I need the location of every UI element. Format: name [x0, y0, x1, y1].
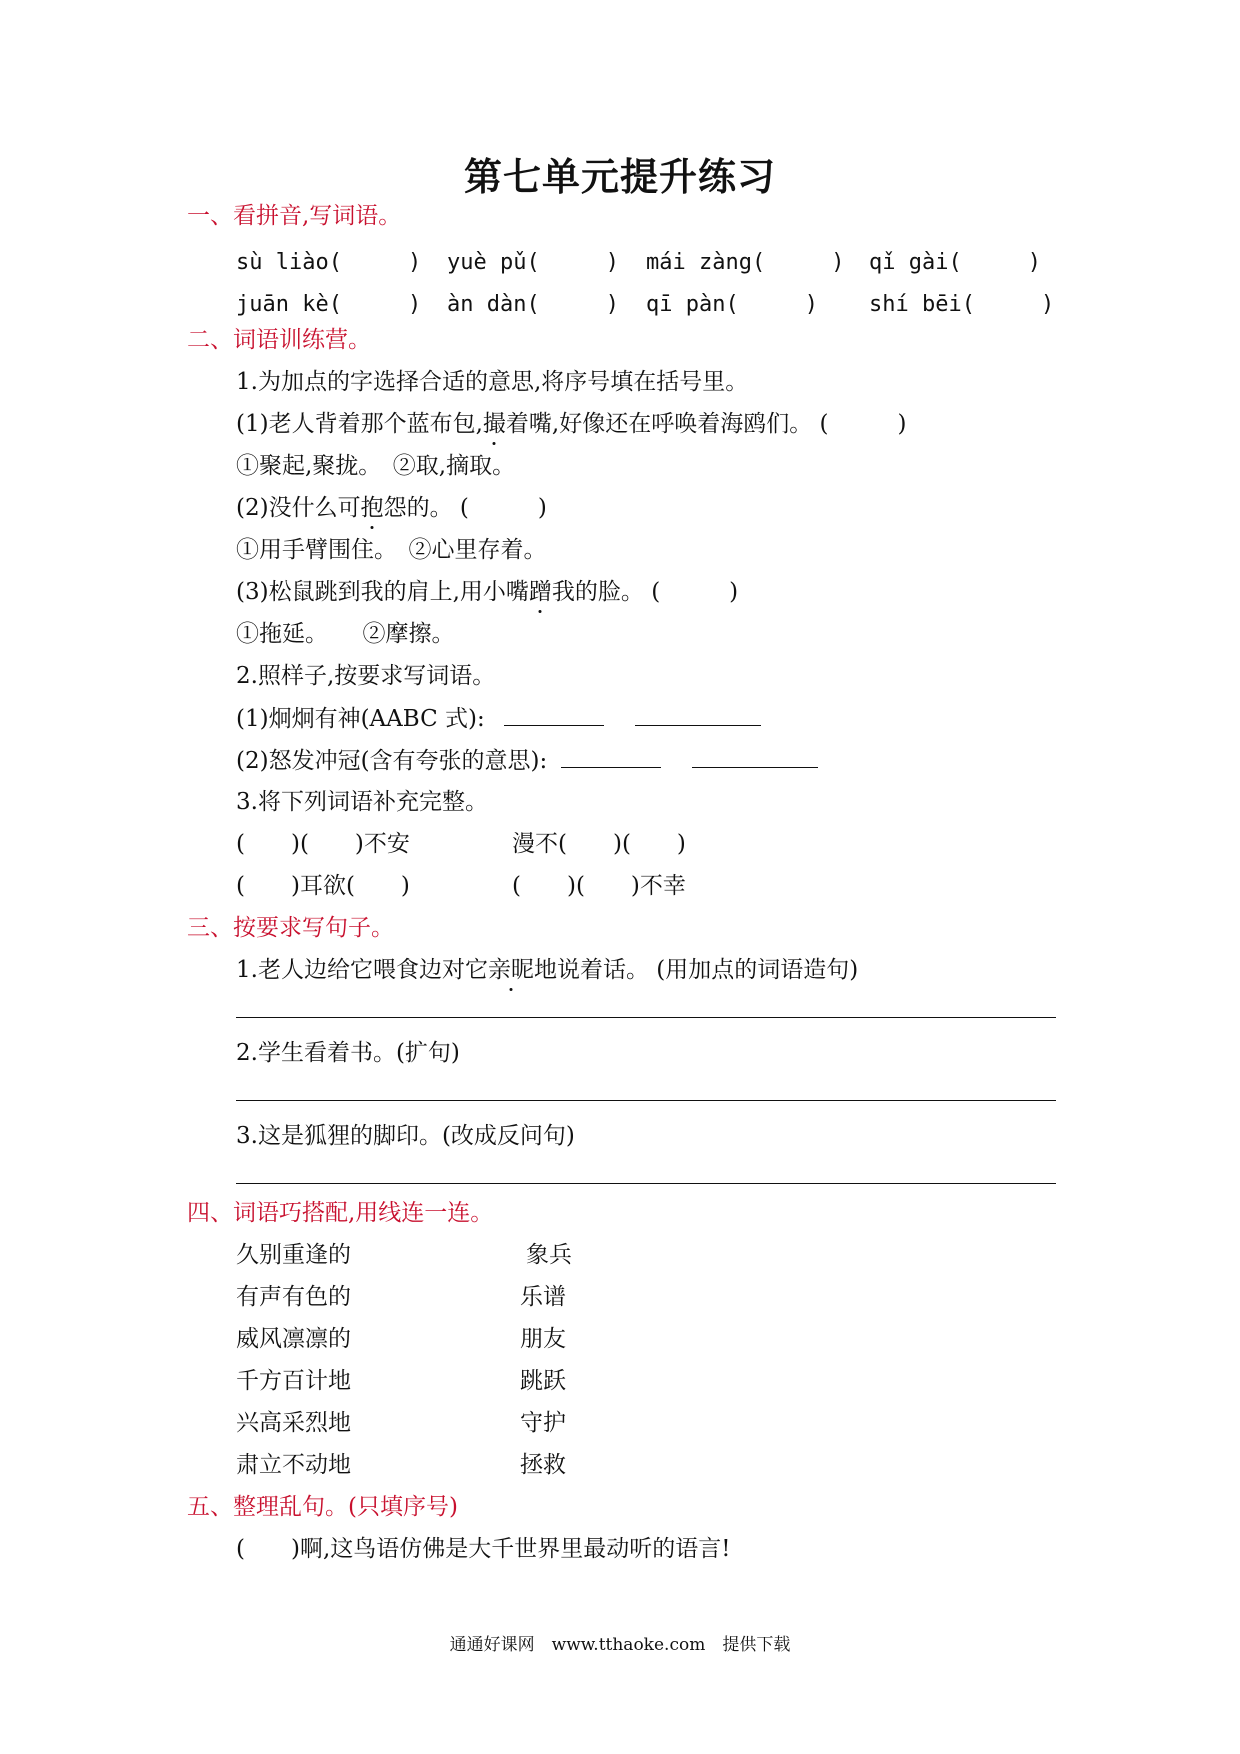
pinyin-item: àn dàn( ) — [447, 292, 619, 317]
question-2-2-2 — [236, 745, 818, 776]
question-2-3-prompt: 3.将下列词语补充完整。 — [236, 789, 488, 815]
question-2-1-2 — [236, 493, 547, 523]
dotted-char: 撮 — [482, 411, 506, 437]
answer-blank[interactable] — [504, 703, 604, 726]
answer-line[interactable] — [236, 1017, 1056, 1018]
question-2-2-1 — [236, 703, 761, 734]
match-left-item[interactable]: 肃立不动地 — [236, 1452, 351, 1478]
answer-line[interactable] — [236, 1183, 1056, 1184]
text-part: 着嘴,好像还在呼唤着海鸥们。 ( ) — [505, 411, 907, 437]
dotted-char: 抱 — [360, 495, 384, 521]
pinyin-item: juān kè( ) — [236, 292, 422, 317]
dotted-word: 亲昵 — [487, 957, 534, 983]
text-part: (3)松鼠跳到我的肩上,用小嘴 — [236, 579, 529, 605]
pinyin-item: yuè pǔ( ) — [447, 250, 619, 275]
question-2-1-prompt: 1.为加点的字选择合适的意思,将序号填在括号里。 — [236, 369, 749, 395]
fill-idiom: ( )( )不安 — [236, 831, 410, 857]
question-3-2: 2.学生看着书。(扩句) — [236, 1040, 460, 1066]
question-2-1-3 — [236, 577, 738, 607]
match-right-item[interactable]: 朋友 — [520, 1326, 566, 1352]
question-5-1: ( )啊,这鸟语仿佛是大千世界里最动听的语言! — [236, 1536, 731, 1562]
answer-line[interactable] — [236, 1100, 1056, 1101]
match-left-item[interactable]: 兴高采烈地 — [236, 1410, 351, 1436]
match-right-item[interactable]: 乐谱 — [520, 1284, 566, 1310]
section-5-heading: 五、整理乱句。(只填序号) — [187, 1494, 458, 1520]
text-part: (2)没什么可 — [236, 495, 361, 521]
question-2-1-2-options: ①用手臂围住。 ②心里存着。 — [236, 537, 547, 563]
text-part: 地说着话。 (用加点的词语造句) — [533, 957, 859, 983]
pinyin-item: qǐ gài( ) — [869, 250, 1041, 275]
question-2-2-prompt: 2.照样子,按要求写词语。 — [236, 663, 496, 689]
question-3-3: 3.这是狐狸的脚印。(改成反问句) — [236, 1123, 575, 1149]
answer-blank[interactable] — [635, 703, 761, 726]
text-part: 我的脸。 ( ) — [551, 579, 739, 605]
pinyin-item: sù liào( ) — [236, 250, 422, 275]
match-right-item[interactable]: 守护 — [520, 1410, 566, 1436]
section-2-heading: 二、词语训练营。 — [187, 327, 371, 353]
pinyin-item: shí bēi( ) — [869, 292, 1055, 317]
fill-idiom: ( )( )不幸 — [512, 873, 686, 899]
match-left-item[interactable]: 威风凛凛的 — [236, 1326, 351, 1352]
question-2-1-1 — [236, 409, 906, 439]
dotted-char: 蹭 — [528, 579, 552, 605]
match-right-item[interactable]: 拯救 — [520, 1452, 566, 1478]
answer-blank[interactable] — [561, 745, 661, 768]
fill-idiom: 漫不( )( ) — [512, 831, 686, 857]
text-part: 怨的。 ( ) — [383, 495, 547, 521]
match-left-item[interactable]: 千方百计地 — [236, 1368, 351, 1394]
match-right-item[interactable]: 跳跃 — [520, 1368, 566, 1394]
page-title: 第七单元提升练习 — [463, 155, 776, 199]
section-1-heading: 一、看拼音,写词语。 — [187, 203, 402, 229]
question-2-1-1-options: ①聚起,聚拢。 ②取,摘取。 — [236, 453, 516, 479]
question-2-1-3-options: ①拖延。 ②摩擦。 — [236, 621, 455, 647]
answer-blank[interactable] — [692, 745, 818, 768]
page-footer: 通通好课网 www.tthaoke.com 提供下载 — [449, 1635, 791, 1655]
pinyin-item: mái zàng( ) — [646, 250, 845, 275]
question-3-1 — [236, 955, 858, 985]
match-left-item[interactable]: 有声有色的 — [236, 1284, 351, 1310]
match-left-item[interactable]: 久别重逢的 — [236, 1242, 351, 1268]
text-part: (1)老人背着那个蓝布包, — [236, 411, 483, 437]
text-part: 1.老人边给它喂食边对它 — [236, 957, 488, 983]
section-3-heading: 三、按要求写句子。 — [187, 915, 394, 941]
pinyin-item: qī pàn( ) — [646, 292, 818, 317]
text-part: (2)怒发冲冠(含有夸张的意思): — [236, 748, 548, 774]
fill-idiom: ( )耳欲( ) — [236, 873, 410, 899]
section-4-heading: 四、词语巧搭配,用线连一连。 — [187, 1200, 494, 1226]
match-right-item[interactable]: 象兵 — [526, 1242, 572, 1268]
text-part: (1)炯炯有神(AABC 式): — [236, 706, 485, 732]
